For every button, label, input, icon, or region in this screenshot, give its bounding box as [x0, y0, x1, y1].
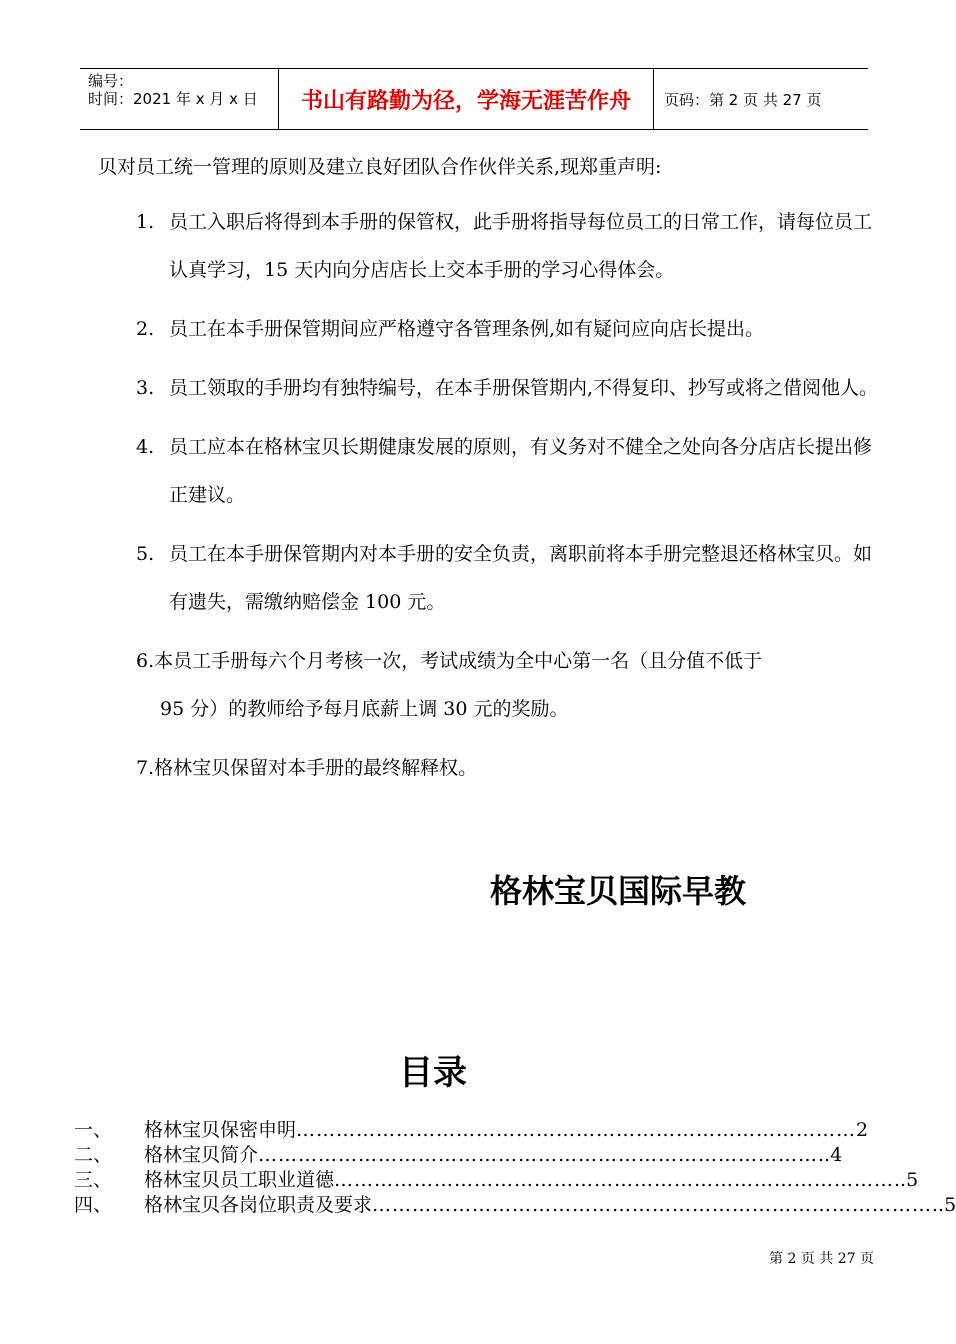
item-number: 4. [136, 436, 155, 458]
header-number: 编号： [88, 72, 134, 90]
item-text: 员工在本手册保管期内对本手册的安全负责，离职前将本手册完整退还格林宝贝。如有遗失，需缴纳赔偿金 100 元。 [169, 543, 873, 613]
toc-row[interactable] [74, 1193, 956, 1218]
declaration-list [136, 198, 881, 803]
item-text: 员工在本手册保管期间应严格遵守各管理条例,如有疑问应向店长提出。 [169, 318, 765, 340]
item-number: 5. [136, 543, 155, 565]
toc-row[interactable] [74, 1118, 869, 1143]
toc-page: ..5 [932, 1194, 956, 1216]
toc-label: 格林宝贝各岗位职责及要求 [144, 1194, 373, 1216]
header-motto: 书山有路勤为径，学海无涯苦作舟 [279, 69, 654, 129]
intro-line: 贝对员工统一管理的原则及建立良好团队合作伙伴关系,现郑重声明: [98, 156, 662, 178]
page-footer: 第 2 页 共 27 页 [769, 1251, 874, 1267]
item-text: 员工领取的手册均有独特编号，在本手册保管期内,不得复印、抄写或将之借阅他人。 [169, 377, 879, 399]
page-header [80, 68, 868, 130]
item6-line1: 6.本员工手册每六个月考核一次，考试成绩为全中心第一名（且分值不低于 [136, 650, 763, 672]
toc-title: 目录 [399, 1053, 467, 1093]
table-of-contents [74, 1118, 956, 1218]
list-item [136, 305, 881, 353]
list-item [136, 530, 881, 626]
list-item [136, 423, 881, 519]
toc-label: 格林宝贝简介 [144, 1144, 259, 1166]
list-item [136, 364, 881, 412]
toc-leader: ………………………………………………………………………… [296, 1119, 857, 1141]
item-text: 员工应本在格林宝贝长期健康发展的原则，有义务对不健全之处向各分店店长提出修正建议。 [169, 436, 873, 506]
list-item [136, 198, 881, 294]
item-number: 3. [136, 377, 155, 399]
org-name: 格林宝贝国际早教 [490, 872, 747, 910]
toc-leader: ………………………………………………………………………… [372, 1194, 933, 1216]
toc-number: 一、 [74, 1119, 113, 1141]
item-text: 员工入职后将得到本手册的保管权，此手册将指导每位员工的日常工作，请每位员工认真学习，15 天内向分店店长上交本手册的学习心得体会。 [169, 211, 873, 281]
toc-page: ..5 [894, 1169, 919, 1191]
toc-page: 2 [856, 1119, 869, 1141]
toc-label: 格林宝贝员工职业道德 [144, 1169, 335, 1191]
toc-leader: ………………………………………………………………………… [258, 1144, 819, 1166]
toc-number: 二、 [74, 1144, 113, 1166]
toc-row[interactable] [74, 1143, 843, 1168]
header-meta [80, 69, 279, 129]
list-item-6 [136, 637, 881, 733]
item6-line2: 95 分）的教师给予每月底薪上调 30 元的奖励。 [160, 698, 569, 720]
toc-label: 格林宝贝保密申明 [144, 1119, 297, 1141]
toc-number: 三、 [74, 1169, 113, 1191]
header-time: 时间：2021 年 x 月 x 日 [88, 90, 258, 108]
item-number: 2. [136, 318, 155, 340]
item-number: 1. [136, 211, 155, 233]
header-page-info: 页码：第 2 页 共 27 页 [664, 90, 822, 109]
toc-leader: ………………………………………………………………………… [334, 1169, 895, 1191]
toc-number: 四、 [74, 1194, 113, 1216]
toc-page: ..4 [818, 1144, 843, 1166]
list-item-7: 7.格林宝贝保留对本手册的最终解释权。 [136, 757, 478, 779]
toc-row[interactable] [74, 1168, 919, 1193]
